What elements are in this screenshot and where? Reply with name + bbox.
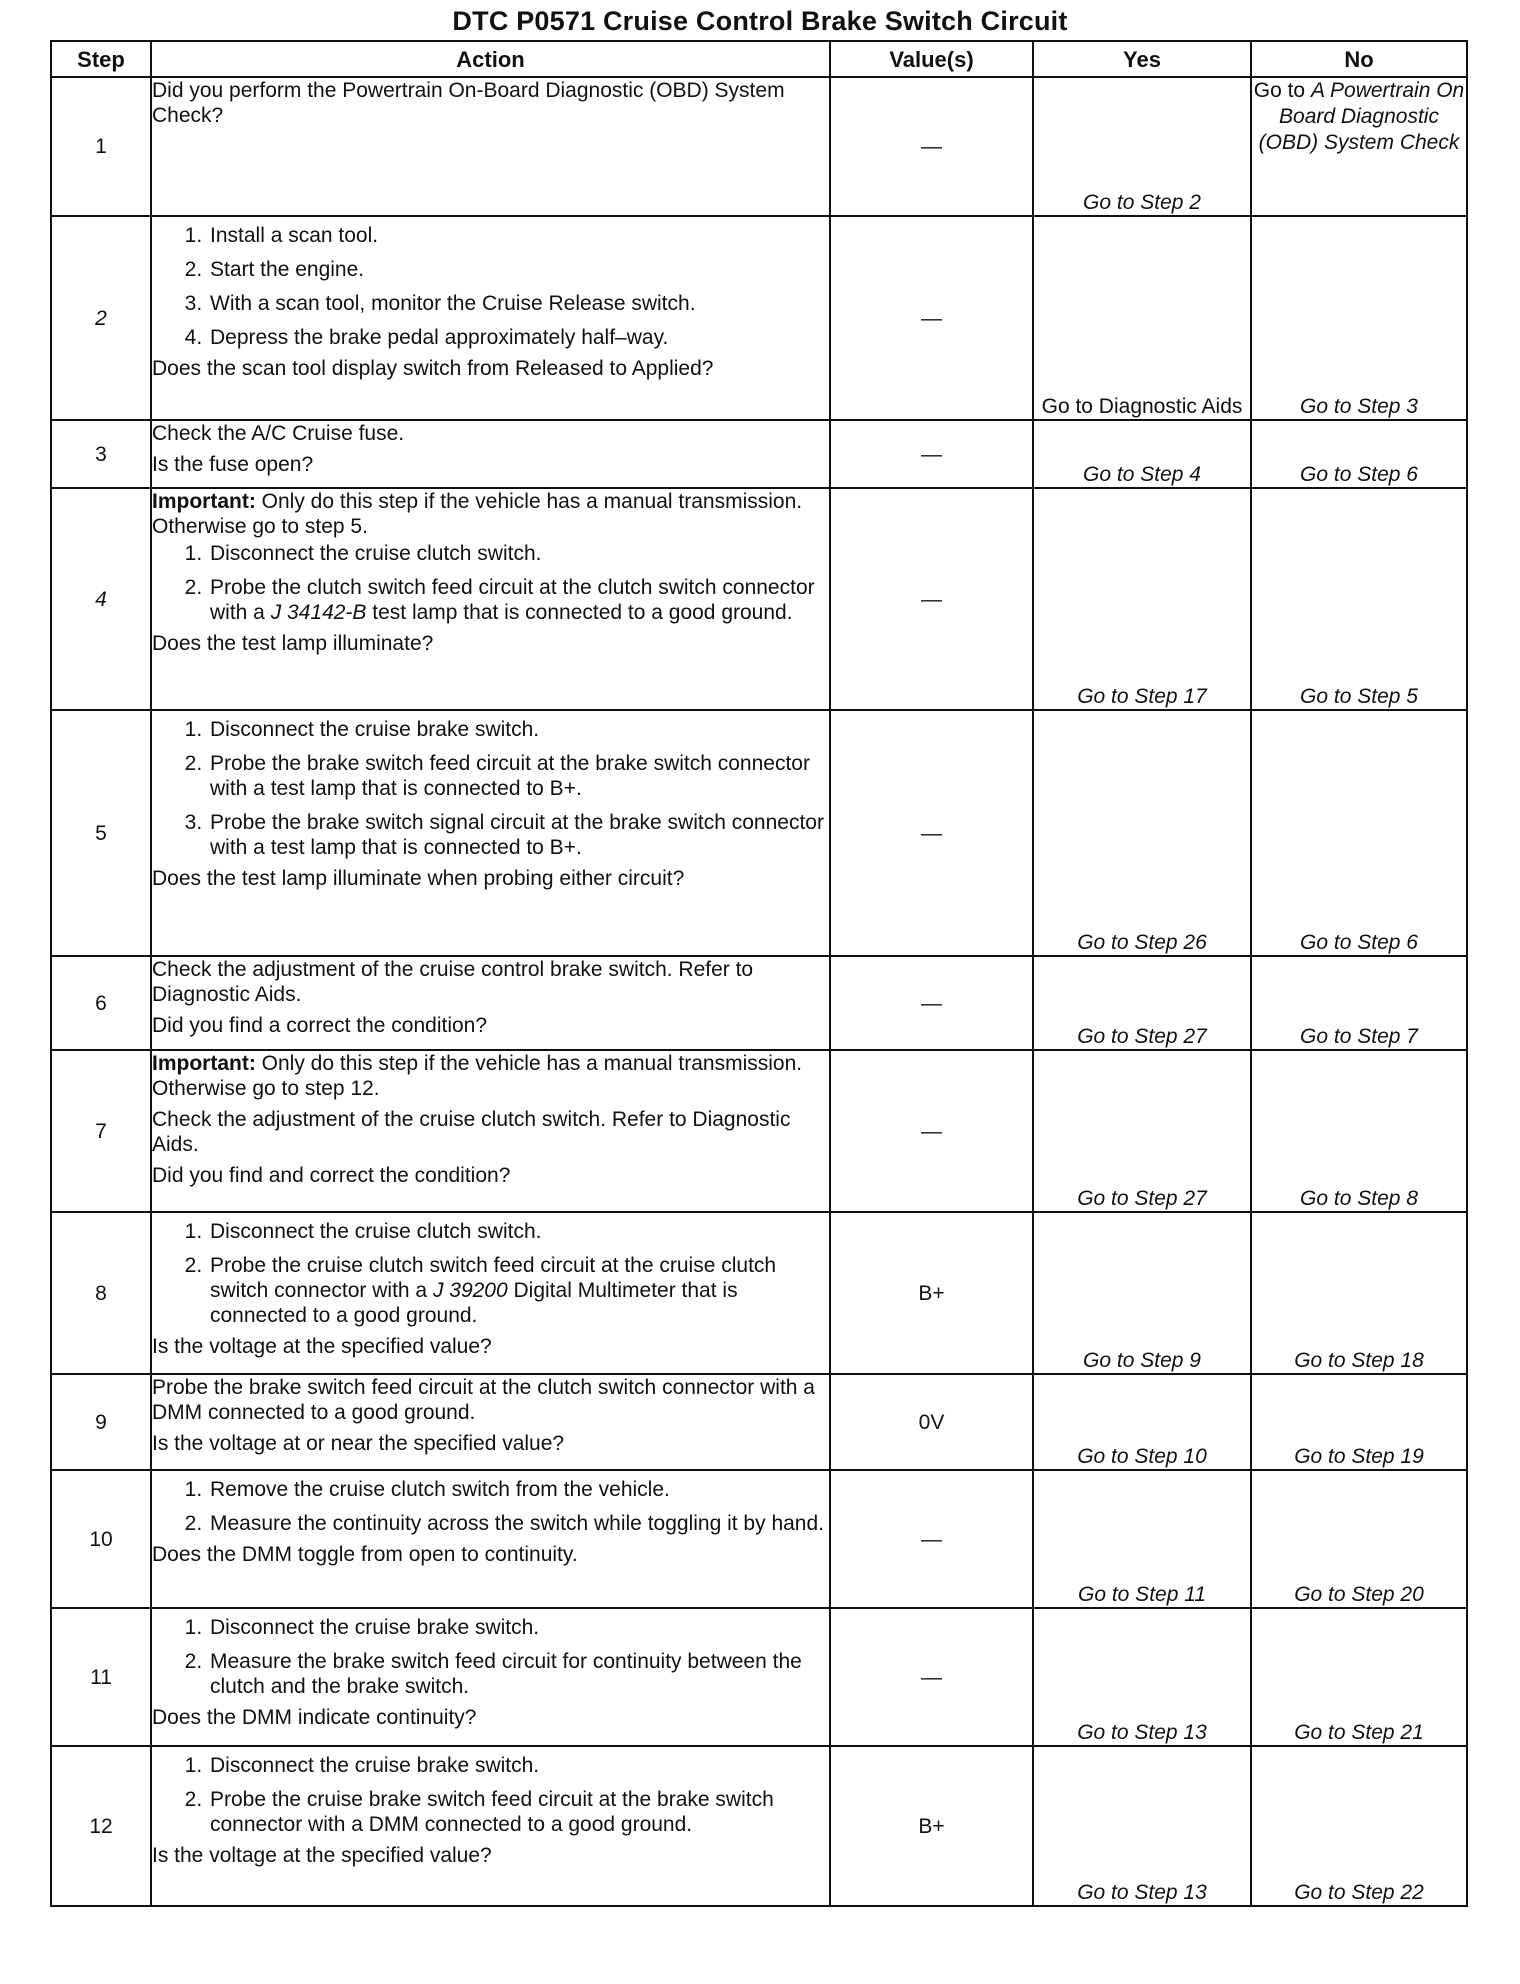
no-cell: Go to Step 6 [1251, 420, 1467, 488]
action-text: Check the A/C Cruise fuse. [152, 422, 405, 445]
action-step: 2. Probe the cruise brake switch feed circuit at the brake switch connector with a DMM connected to a good ground. [208, 1787, 829, 1837]
value-cell: B+ [830, 1212, 1033, 1374]
important-note [152, 1051, 829, 1101]
no-cell: Go to Step 19 [1251, 1374, 1467, 1470]
step-number: 10 [51, 1470, 151, 1608]
header-no: No [1251, 41, 1467, 77]
action-step [208, 575, 829, 625]
action-step: 1. Install a scan tool. [208, 223, 829, 248]
tool-number: J 39200 [432, 1279, 508, 1302]
action-question: Is the fuse open? [152, 453, 314, 476]
important-text: Only do this step if the vehicle has a manual transmission. Otherwise go to step 12. [152, 1052, 803, 1100]
action-question: Did you find a correct the condition? [152, 1014, 488, 1037]
no-cell: Go to Step 6 [1251, 710, 1467, 956]
action-step: 1. Disconnect the cruise brake switch. [208, 1615, 829, 1640]
action-cell [151, 1746, 830, 1906]
yes-cell: Go to Step 27 [1033, 1050, 1251, 1212]
action-cell [151, 956, 830, 1050]
action-steps [152, 717, 829, 860]
action-question: Does the DMM toggle from open to continuity. [152, 1543, 578, 1566]
table-row [51, 1212, 1467, 1374]
step-number: 12 [51, 1746, 151, 1906]
value-cell: — [830, 1050, 1033, 1212]
yes-cell: Go to Step 13 [1033, 1608, 1251, 1746]
action-question: Does the test lamp illuminate? [152, 632, 434, 655]
action-step: 1. Disconnect the cruise clutch switch. [208, 1219, 829, 1244]
table-row [51, 216, 1467, 420]
value-cell: B+ [830, 1746, 1033, 1906]
action-cell [151, 420, 830, 488]
diagnostic-table [50, 40, 1468, 1907]
table-row [51, 1608, 1467, 1746]
step-number: 8 [51, 1212, 151, 1374]
table-row [51, 710, 1467, 956]
action-cell [151, 1608, 830, 1746]
value-cell: — [830, 77, 1033, 216]
action-cell [151, 710, 830, 956]
action-step: 2. Measure the continuity across the switch while toggling it by hand. [208, 1511, 829, 1536]
table-row [51, 1470, 1467, 1608]
action-step: 1. Disconnect the cruise clutch switch. [208, 541, 829, 566]
table-row [51, 1050, 1467, 1212]
value-cell: — [830, 1608, 1033, 1746]
action-step: 2. Start the engine. [208, 257, 829, 282]
yes-cell: Go to Step 9 [1033, 1212, 1251, 1374]
no-cell: Go to Step 22 [1251, 1746, 1467, 1906]
action-step: 1. Disconnect the cruise brake switch. [208, 1753, 829, 1778]
table-row [51, 1374, 1467, 1470]
step-number: 11 [51, 1608, 151, 1746]
action-step: 2. Probe the brake switch feed circuit at the brake switch connector with a test lamp that is connected to B+. [208, 751, 829, 801]
action-steps [152, 223, 829, 350]
step-text: Probe the cruise clutch switch feed circuit at the cruise clutch switch connector with a [210, 1254, 777, 1302]
action-question: Does the test lamp illuminate when probing either circuit? [152, 867, 685, 890]
action-cell [151, 1050, 830, 1212]
value-cell: — [830, 710, 1033, 956]
action-question: Does the scan tool display switch from Released to Applied? [152, 357, 714, 380]
value-cell: — [830, 420, 1033, 488]
yes-cell: Go to Step 26 [1033, 710, 1251, 956]
action-step: 4. Depress the brake pedal approximately half–way. [208, 325, 829, 350]
action-step [208, 1253, 829, 1328]
header-values: Value(s) [830, 41, 1033, 77]
action-question: Is the voltage at the specified value? [152, 1844, 492, 1867]
action-steps [152, 1219, 829, 1328]
value-cell: — [830, 956, 1033, 1050]
action-text: Check the adjustment of the cruise clutch switch. Refer to Diagnostic Aids. [152, 1108, 791, 1156]
no-cell: Go to Step 3 [1251, 216, 1467, 420]
no-prefix: Go to [1253, 79, 1311, 102]
action-question: Is the voltage at or near the specified value? [152, 1432, 565, 1455]
action-cell [151, 488, 830, 710]
important-note [152, 489, 829, 539]
action-text: Check the adjustment of the cruise control brake switch. Refer to Diagnostic Aids. [152, 958, 754, 1006]
action-cell [151, 1374, 830, 1470]
step-text: Digital Multimeter that is connected to a good ground. [210, 1279, 738, 1327]
action-cell [151, 1470, 830, 1608]
important-text: Only do this step if the vehicle has a manual transmission. Otherwise go to step 5. [152, 490, 803, 538]
step-number: 3 [51, 420, 151, 488]
important-label: Important: [152, 1052, 256, 1075]
header-yes: Yes [1033, 41, 1251, 77]
yes-cell: Go to Step 10 [1033, 1374, 1251, 1470]
page-title: DTC P0571 Cruise Control Brake Switch Circuit [452, 6, 1068, 36]
action-cell [151, 77, 830, 216]
tool-number: J 34142-B [270, 601, 367, 624]
value-cell: — [830, 216, 1033, 420]
step-number: 9 [51, 1374, 151, 1470]
yes-cell: Go to Step 27 [1033, 956, 1251, 1050]
value-cell: 0V [830, 1374, 1033, 1470]
action-step: 2. Measure the brake switch feed circuit for continuity between the clutch and the brake switch. [208, 1649, 829, 1699]
action-step: 1. Disconnect the cruise brake switch. [208, 717, 829, 742]
value-cell: — [830, 1470, 1033, 1608]
no-cell: Go to Step 20 [1251, 1470, 1467, 1608]
action-steps [152, 1477, 829, 1536]
table-row [51, 77, 1467, 216]
action-steps [152, 541, 829, 625]
header-action: Action [151, 41, 830, 77]
yes-cell: Go to Step 4 [1033, 420, 1251, 488]
step-number: 6 [51, 956, 151, 1050]
action-question: Is the voltage at the specified value? [152, 1335, 492, 1358]
step-number: 1 [51, 77, 151, 216]
no-cell: Go to Step 8 [1251, 1050, 1467, 1212]
action-cell [151, 1212, 830, 1374]
table-row [51, 956, 1467, 1050]
no-cell: Go to Step 7 [1251, 956, 1467, 1050]
yes-cell: Go to Step 2 [1033, 77, 1251, 216]
step-number: 7 [51, 1050, 151, 1212]
table-row [51, 488, 1467, 710]
table-row [51, 420, 1467, 488]
step-number: 2 [51, 216, 151, 420]
no-cell: Go to Step 21 [1251, 1608, 1467, 1746]
no-cell: Go to Step 18 [1251, 1212, 1467, 1374]
table-header-row [51, 41, 1467, 77]
yes-cell: Go to Step 13 [1033, 1746, 1251, 1906]
action-step: 3. With a scan tool, monitor the Cruise Release switch. [208, 291, 829, 316]
no-cell [1251, 77, 1467, 216]
action-steps [152, 1615, 829, 1699]
action-step: 3. Probe the brake switch signal circuit at the brake switch connector with a test lamp that is connected to B+. [208, 810, 829, 860]
action-steps [152, 1753, 829, 1837]
step-number: 4 [51, 488, 151, 710]
action-text: Did you perform the Powertrain On-Board Diagnostic (OBD) System Check? [152, 79, 785, 127]
no-cell: Go to Step 5 [1251, 488, 1467, 710]
action-text: Probe the brake switch feed circuit at the clutch switch connector with a DMM connected to a good ground. [152, 1376, 815, 1424]
action-step: 1. Remove the cruise clutch switch from the vehicle. [208, 1477, 829, 1502]
step-text: Probe the clutch switch feed circuit at the clutch switch connector with a [210, 576, 815, 624]
step-text: test lamp that is connected to a good ground. [366, 601, 793, 624]
yes-cell: Go to Diagnostic Aids [1033, 216, 1251, 420]
value-cell: — [830, 488, 1033, 710]
no-reference: A Powertrain On Board Diagnostic (OBD) System Check [1258, 79, 1465, 154]
action-cell [151, 216, 830, 420]
table-row [51, 1746, 1467, 1906]
yes-cell: Go to Step 17 [1033, 488, 1251, 710]
step-number: 5 [51, 710, 151, 956]
yes-cell: Go to Step 11 [1033, 1470, 1251, 1608]
header-step: Step [51, 41, 151, 77]
important-label: Important: [152, 490, 256, 513]
action-question: Did you find and correct the condition? [152, 1164, 511, 1187]
action-question: Does the DMM indicate continuity? [152, 1706, 477, 1729]
